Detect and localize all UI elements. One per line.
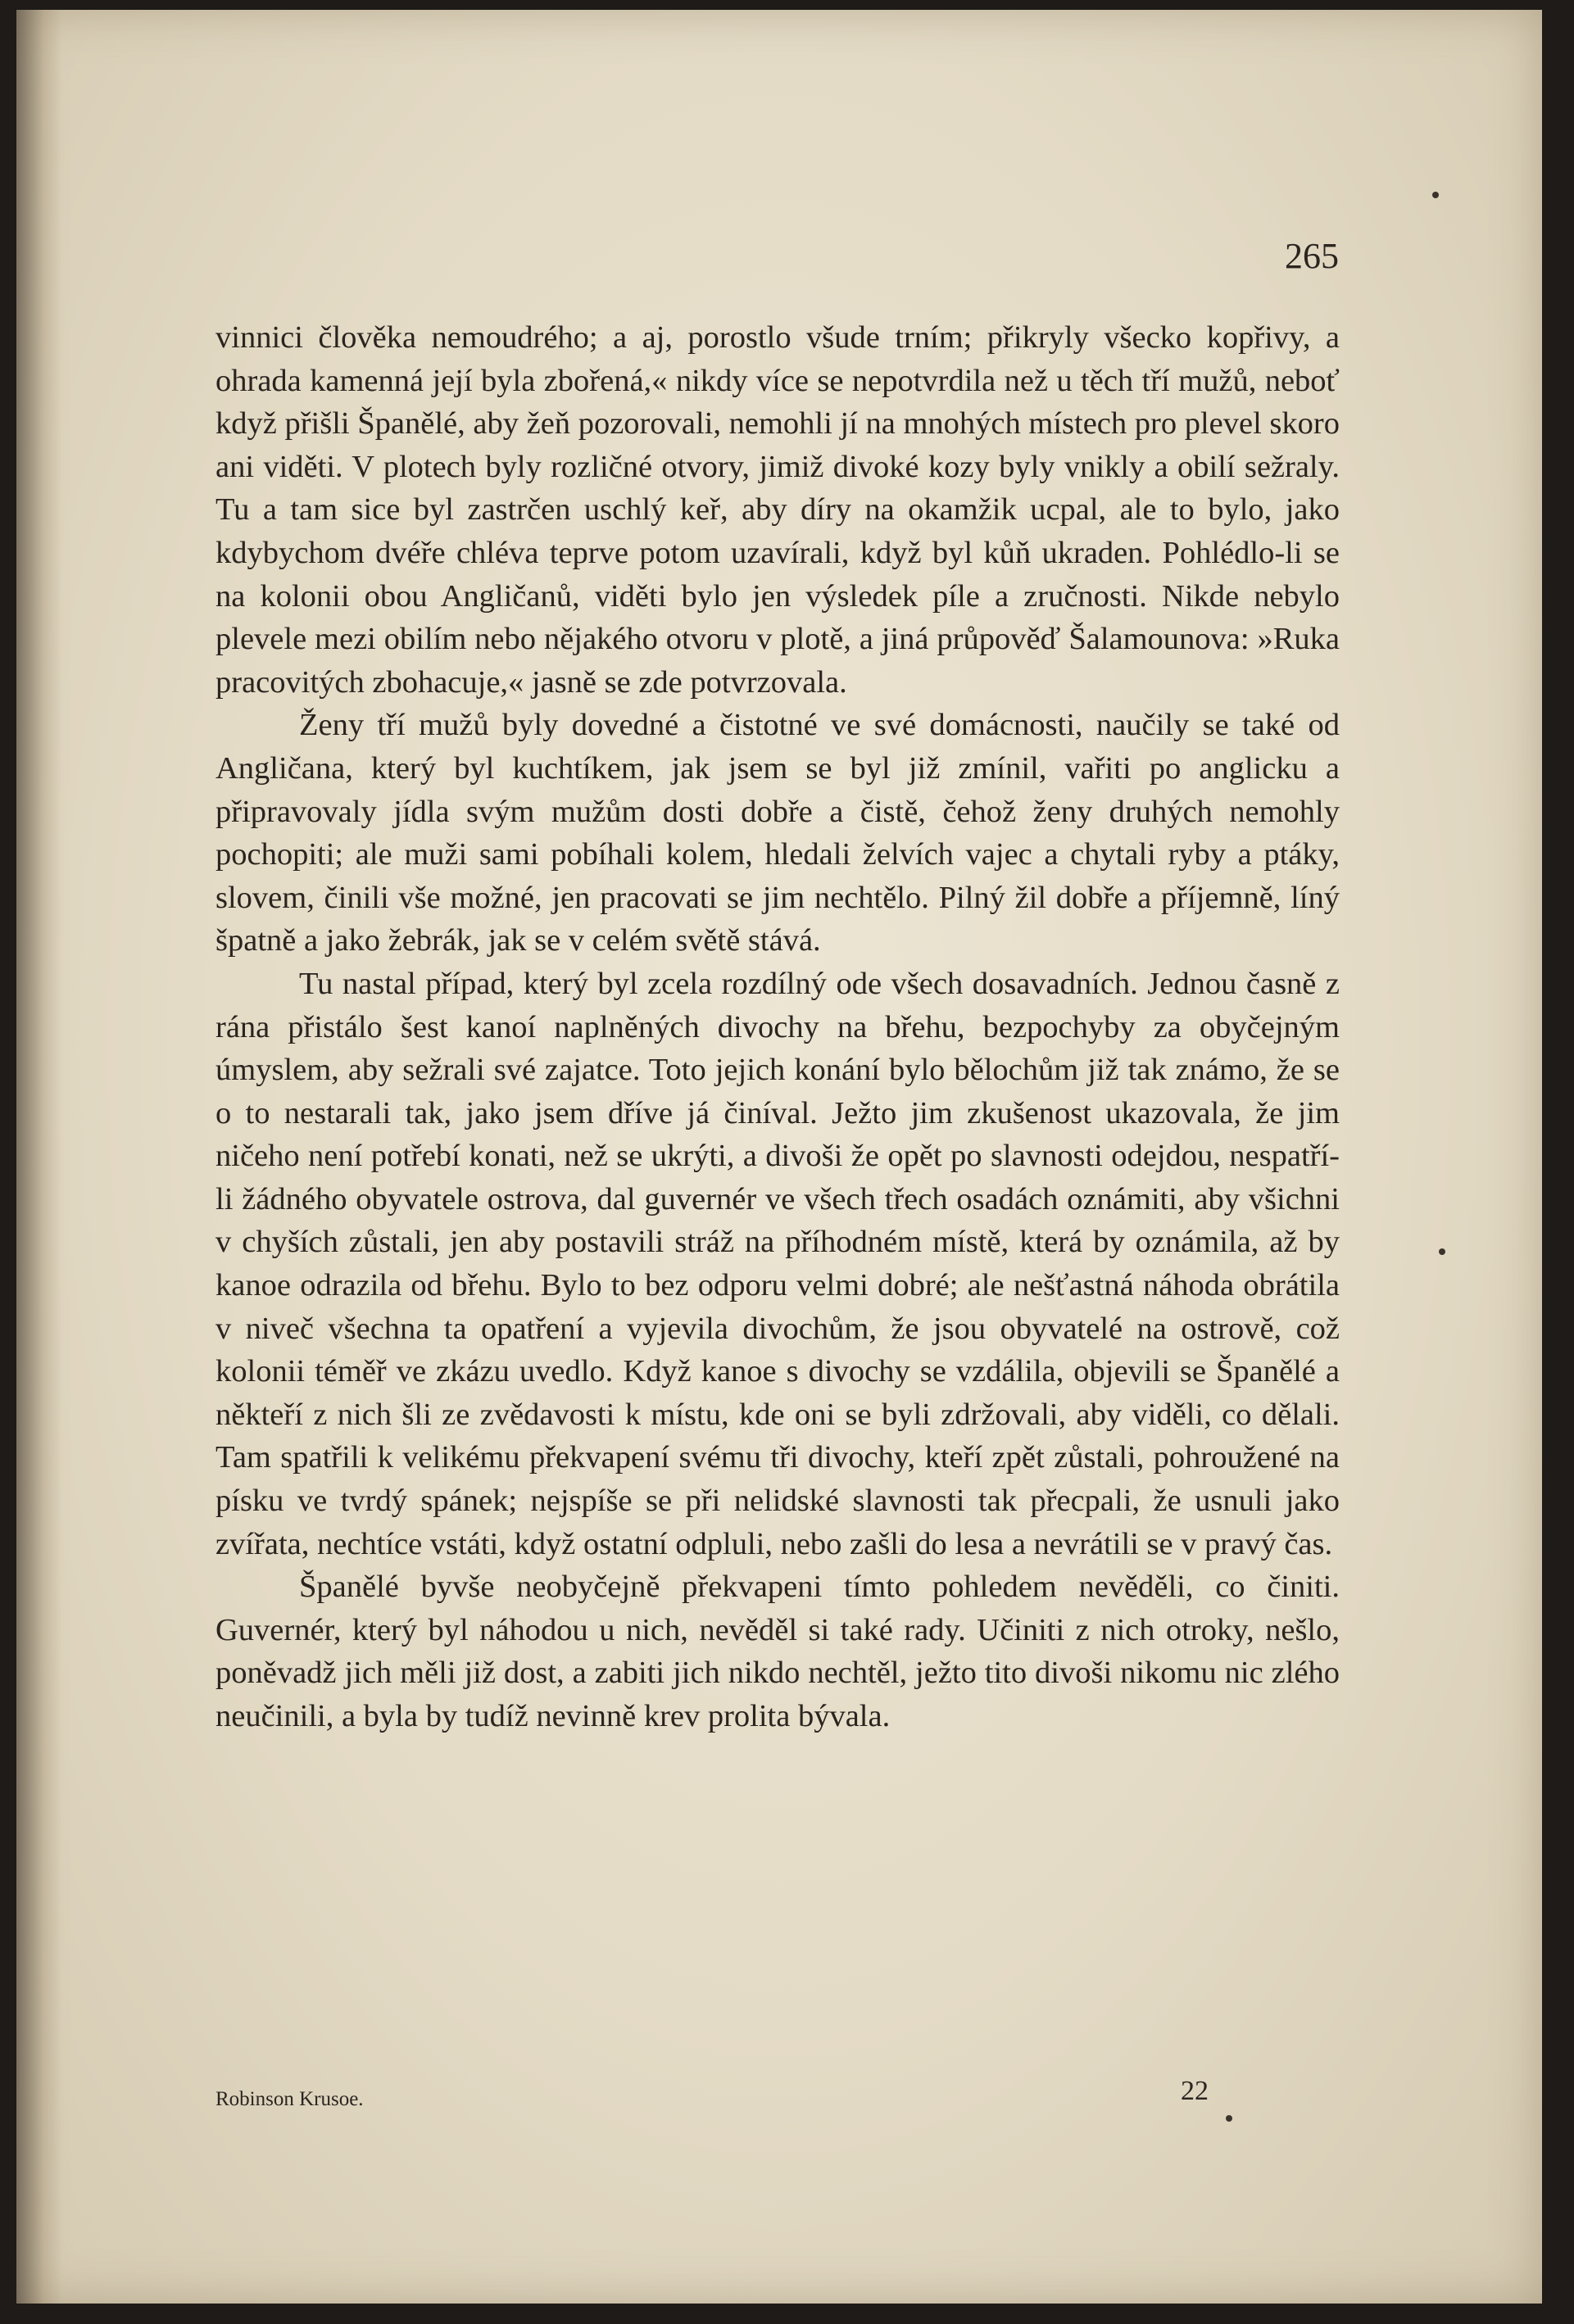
signature-mark: 22 bbox=[1181, 2076, 1209, 2106]
page-gutter-shadow bbox=[16, 10, 62, 2304]
paragraph-1: vinnici člověka nemoudrého; a aj, porostlo všude trním; přikryly všecko kopřivy, a ohrada kamenná její byla zbořená,« nikdy více se nepotvrdila než u těch tří mužů, neboť když přišli Španělé, aby žeň pozorovali, nemohli jí na mnohých místech pro plevel skoro ani viděti. V plotech byly rozličné otvory, jimiž divoké kozy byly vnikly a obilí sežraly. Tu a tam sice byl zastrčen uschlý keř, aby díry na okamžik ucpal, ale to bylo, jako kdybychom dvéře chléva teprve potom uzavírali, když byl kůň ukraden. Pohlédlo-li se na kolonii obou Angličanů, viděti bylo jen výsledek píle a zručnosti. Nikde nebylo plevele mezi obilím nebo nějakého otvoru v plotě, a jiná průpověď Šalamounova: »Ruka pracovitých zbohacuje,« jasně se zde potvrzovala. bbox=[215, 320, 1340, 700]
paragraph-2: Ženy tří mužů byly dovedné a čistotné ve své domácnosti, naučily se také od Angličana, který byl kuchtíkem, jak jsem se byl již zmínil, vařiti po anglicku a připravovaly jídla svým mužům dosti dobře a čistě, čehož ženy druhých nemohly pochopiti; ale muži sami pobíhali kolem, hledali želvích vajec a chytali ryby a ptáky, slovem, činili vše možné, jen pracovati se jim nechtělo. Pilný žil dobře a příjemně, líný špatně a jako žebrák, jak se v celém světě stává. bbox=[215, 708, 1340, 958]
paper-speck bbox=[1226, 2115, 1232, 2122]
paper-speck bbox=[1432, 192, 1439, 198]
footer-book-title: Robinson Krusoe. bbox=[215, 2088, 364, 2110]
paragraph-4: Španělé byvše neobyčejně překvapeni tímto pohledem nevěděli, co činiti. Guvernér, který byl náhodou u nich, nevěděl si také rady. Učiniti z nich otroky, nešlo, poněvadž jich měli již dost, a zabiti jich nikdo nechtěl, ježto tito divoši nikomu nic zlého neučinili, a byla by tudíž nevinně krev prolita bývala. bbox=[215, 1570, 1340, 1733]
body-text bbox=[215, 316, 1340, 1738]
paper-speck bbox=[1439, 1248, 1445, 1255]
page-number: 265 bbox=[1285, 236, 1339, 276]
book-page bbox=[16, 10, 1542, 2304]
paragraph-3: Tu nastal případ, který byl zcela rozdílný ode všech dosavadních. Jednou časně z rána přistálo šest kanoí naplněných divochy na břehu, bezpochyby za obyčejným úmyslem, aby sežrali své zajatce. Toto jejich konání bylo bělochům již tak známo, že se o to nestarali tak, jako jsem dříve já činíval. Ježto jim zkušenost ukazovala, že jim ničeho není potřebí konati, než se ukrýti, a divoši že opět po slavnosti odejdou, nespatří-li žádného obyvatele ostrova, dal guvernér ve všech třech osadách oznámiti, aby všichni v chyších zůstali, jen aby postavili stráž na příhodném místě, která by oznámila, až by kanoe odrazila od břehu. Bylo to bez odporu velmi dobré; ale nešťastná náhoda obrátila v niveč všechna ta opatření a vyjevila divochům, že jsou obyvatelé na ostrově, což kolonii téměř ve zkázu uvedlo. Když kanoe s divochy se vzdálila, objevili se Španělé a někteří z nich šli ze zvědavosti k místu, kde oni se byli zdržovali, aby viděli, co dělali. Tam spatřili k velikému překvapení svému tři divochy, kteří zpět zůstali, pohroužené na písku ve tvrdý spánek; nejspíše se při nelidské slavnosti tak přecpali, že usnuli jako zvířata, nechtíce vstáti, když ostatní odpluli, nebo zašli do lesa a nevrátili se v pravý čas. bbox=[215, 966, 1340, 1561]
